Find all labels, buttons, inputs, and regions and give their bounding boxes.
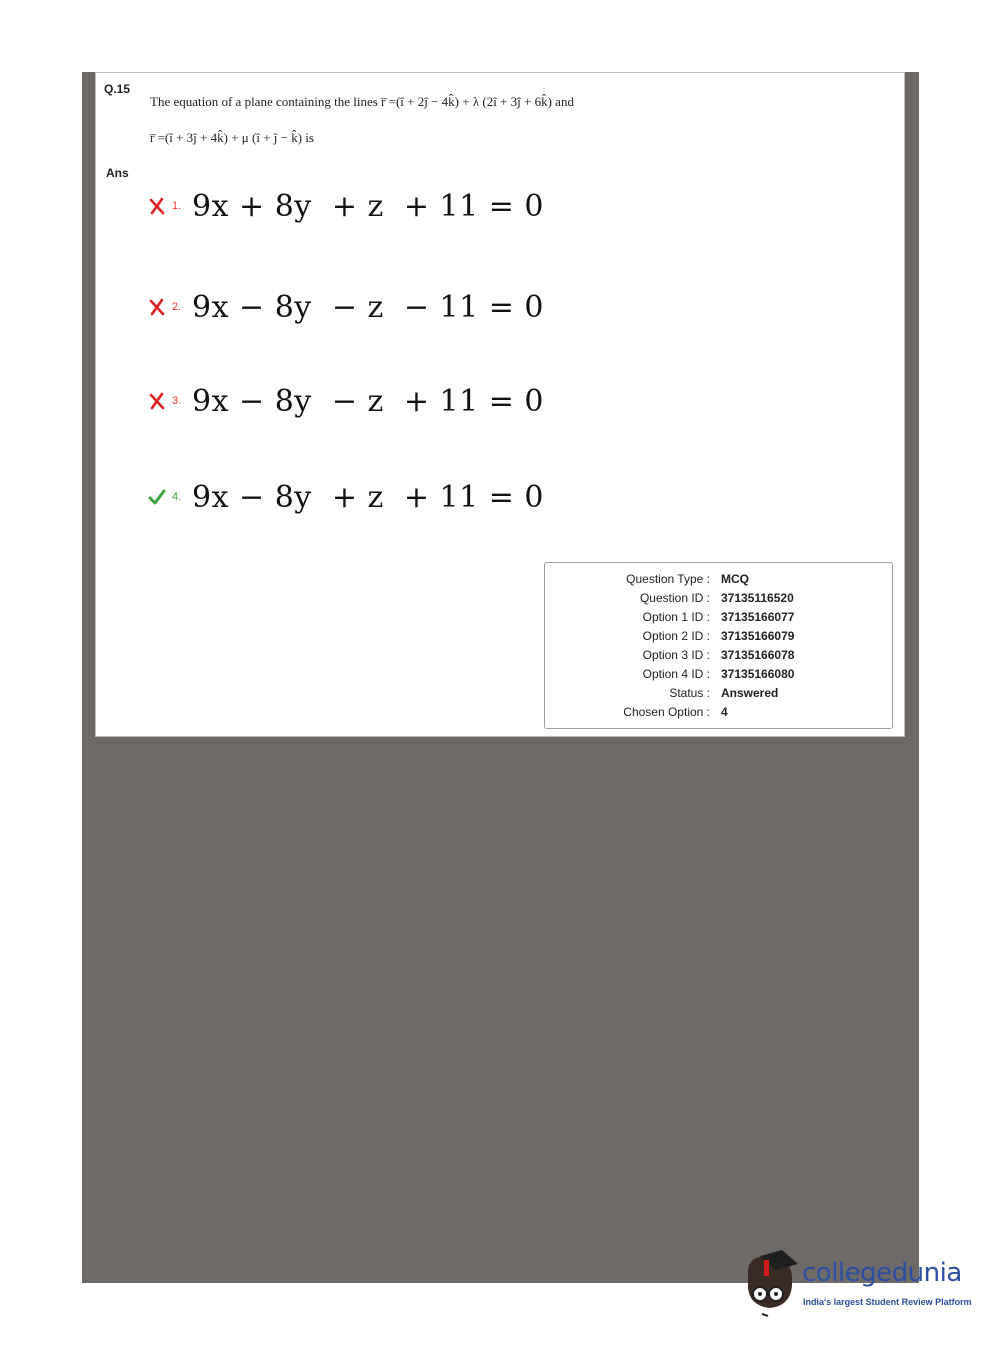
meta-value: MCQ (721, 572, 749, 586)
checkmark-icon (148, 488, 166, 506)
meta-row (545, 705, 892, 724)
question-metadata-box (544, 562, 893, 729)
meta-row (545, 591, 892, 610)
meta-key: Option 1 ID : (642, 610, 710, 624)
option-number: 4. (172, 491, 182, 503)
cross-icon (148, 197, 166, 215)
meta-row (545, 648, 892, 667)
collegedunia-logo (742, 1250, 982, 1320)
meta-key: Option 4 ID : (642, 667, 710, 681)
meta-key: Question ID : (639, 591, 710, 605)
meta-key: Question Type : (626, 572, 710, 586)
option-number: 1. (172, 200, 182, 212)
option-4 (148, 477, 544, 517)
meta-value: 37135166078 (721, 648, 795, 662)
option-text: 9x − 8y − z − 11 = 0 (192, 289, 545, 325)
option-number: 3. (172, 395, 182, 407)
meta-value: 37135116520 (721, 591, 794, 605)
answer-label: Ans (106, 166, 129, 180)
logo-tagline: India's largest Student Review Platform (803, 1297, 972, 1307)
meta-key: Status : (669, 686, 710, 700)
meta-row (545, 572, 892, 591)
meta-value: 37135166079 (721, 629, 795, 643)
meta-value: 37135166077 (721, 610, 795, 624)
cross-icon (148, 298, 166, 316)
meta-row (545, 667, 892, 686)
option-text: 9x + 8y + z + 11 = 0 (192, 188, 545, 224)
option-text: 9x − 8y + z + 11 = 0 (192, 479, 545, 515)
meta-value: 4 (721, 705, 728, 719)
meta-row (545, 686, 892, 705)
meta-key: Option 2 ID : (642, 629, 710, 643)
meta-row (545, 610, 892, 629)
question-text-line-1: The equation of a plane containing the lines r̅ =(î + 2ĵ − 4k̂) + λ (2î + 3ĵ + 6k̂) and (150, 94, 574, 109)
logo-wordmark: collegedunia (802, 1258, 962, 1288)
meta-value: 37135166080 (721, 667, 795, 681)
option-text: 9x − 8y − z + 11 = 0 (192, 383, 545, 419)
option-1 (148, 186, 544, 226)
question-text-line-2: r̅ =(î + 3ĵ + 4k̂) + μ (î + ĵ − k̂) is (150, 130, 314, 145)
option-number: 2. (172, 301, 182, 313)
meta-key: Option 3 ID : (642, 648, 710, 662)
meta-value: Answered (721, 686, 779, 700)
meta-key: Chosen Option : (623, 705, 710, 719)
question-number: Q.15 (104, 82, 131, 96)
mascot-icon (742, 1250, 800, 1320)
option-2 (148, 287, 544, 327)
meta-row (545, 629, 892, 648)
cross-icon (148, 392, 166, 410)
question-card (95, 72, 905, 737)
option-3 (148, 381, 544, 421)
